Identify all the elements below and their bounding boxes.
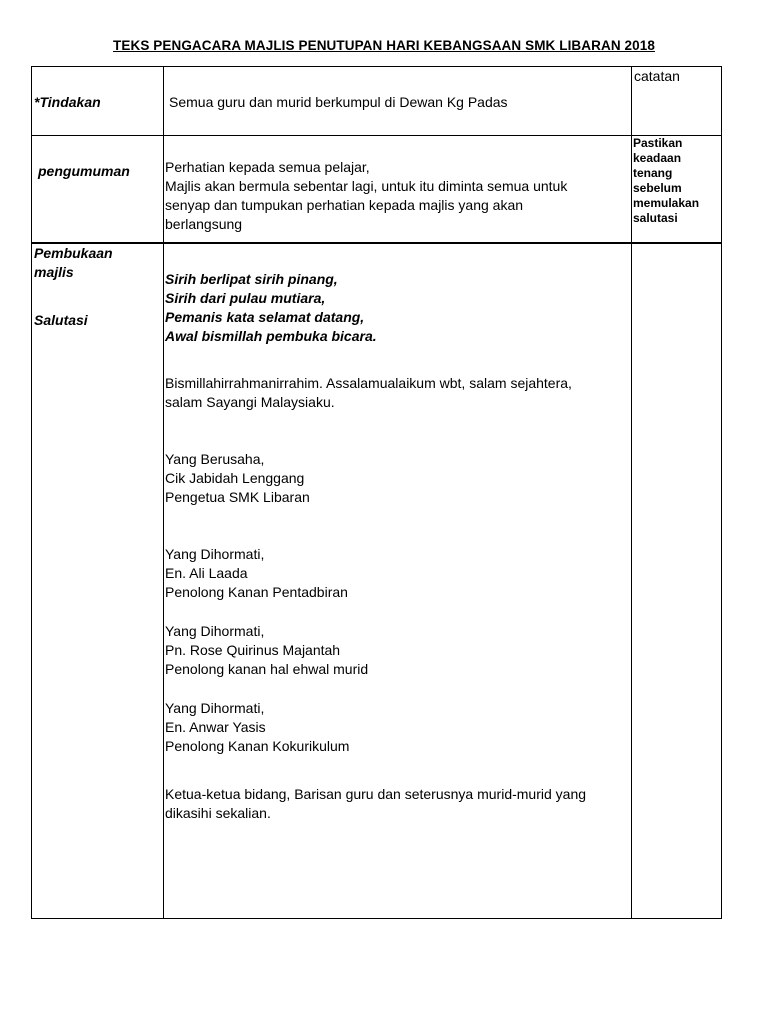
pantun-line: Sirih dari pulau mutiara, — [165, 290, 326, 306]
text-line: Pengetua SMK Libaran — [165, 489, 310, 505]
text-line: salam Sayangi Malaysiaku. — [165, 394, 335, 410]
cell-content — [164, 67, 632, 136]
text-line: Yang Dihormati, — [165, 623, 265, 639]
text-line: Bismillahirrahmanirrahim. Assalamualaikum wbt, salam sejahtera, — [165, 375, 572, 391]
text-line: Ketua-ketua bidang, Barisan guru dan seterusnya murid-murid yang — [165, 786, 587, 802]
catatan-header: catatan — [634, 68, 680, 84]
pantun-line: Pemanis kata selamat datang, — [165, 309, 365, 325]
label-line: majlis — [34, 264, 74, 280]
cell-label — [32, 67, 164, 136]
table-row-pengumuman — [32, 136, 722, 244]
note-line: salutasi — [633, 211, 678, 225]
note-line: Pastikan — [633, 136, 683, 150]
script-table — [31, 66, 722, 919]
text-line: Yang Dihormati, — [165, 700, 265, 716]
text-line: En. Ali Laada — [165, 565, 248, 581]
text-line: dikasihi sekalian. — [165, 805, 271, 821]
row-label-salutasi: Salutasi — [34, 312, 88, 328]
text-line: Penolong Kanan Kokurikulum — [165, 738, 350, 754]
cell-content — [164, 243, 632, 919]
pengumuman-text — [164, 136, 631, 234]
row-label-pembukaan — [32, 244, 163, 330]
text-line: Penolong kanan hal ehwal murid — [165, 661, 369, 677]
note-line: tenang — [633, 166, 673, 180]
vip-block-hem — [165, 622, 631, 679]
document-title: TEKS PENGACARA MAJLIS PENUTUPAN HARI KEBANGSAAN SMK LIBARAN 2018 — [113, 38, 655, 53]
label-line: Pembukaan — [34, 245, 113, 261]
note-line: sebelum — [633, 181, 682, 195]
text-line: Yang Dihormati, — [165, 546, 265, 562]
row-label-tindakan: *Tindakan — [34, 94, 101, 110]
greeting-paragraph — [165, 374, 631, 412]
text-line: Majlis akan bermula sebentar lagi, untuk itu diminta semua untuk — [165, 178, 568, 194]
closing-paragraph — [165, 785, 631, 823]
cell-note — [632, 67, 722, 136]
text-line: senyap dan tumpukan perhatian kepada majlis yang akan — [165, 197, 524, 213]
text-line: Cik Jabidah Lenggang — [165, 470, 305, 486]
table-row-tindakan — [32, 67, 722, 136]
row-label-pengumuman: pengumuman — [38, 163, 130, 179]
pantun-line: Sirih berlipat sirih pinang, — [165, 271, 338, 287]
tindakan-text: Semua guru dan murid berkumpul di Dewan Kg Padas — [169, 94, 508, 110]
text-line: Yang Berusaha, — [165, 451, 265, 467]
text-line: Pn. Rose Quirinus Majantah — [165, 642, 341, 658]
pantun-line: Awal bismillah pembuka bicara. — [165, 328, 377, 344]
cell-label — [32, 136, 164, 244]
salutasi-text — [164, 244, 631, 823]
vip-block-kokurikulum — [165, 699, 631, 756]
text-line: Perhatian kepada semua pelajar, — [165, 159, 370, 175]
note-line: keadaan — [633, 151, 682, 165]
cell-label — [32, 243, 164, 919]
note-line: memulakan — [633, 196, 700, 210]
pengumuman-note — [632, 136, 721, 226]
table-row-pembukaan — [32, 243, 722, 919]
text-line: En. Anwar Yasis — [165, 719, 266, 735]
vip-block-pentadbiran — [165, 545, 631, 602]
cell-note — [632, 243, 722, 919]
text-line: berlangsung — [165, 216, 243, 232]
text-line: Penolong Kanan Pentadbiran — [165, 584, 348, 600]
cell-content — [164, 136, 632, 244]
cell-note — [632, 136, 722, 244]
pantun-verse — [165, 270, 631, 346]
vip-block-pengetua — [165, 450, 631, 507]
